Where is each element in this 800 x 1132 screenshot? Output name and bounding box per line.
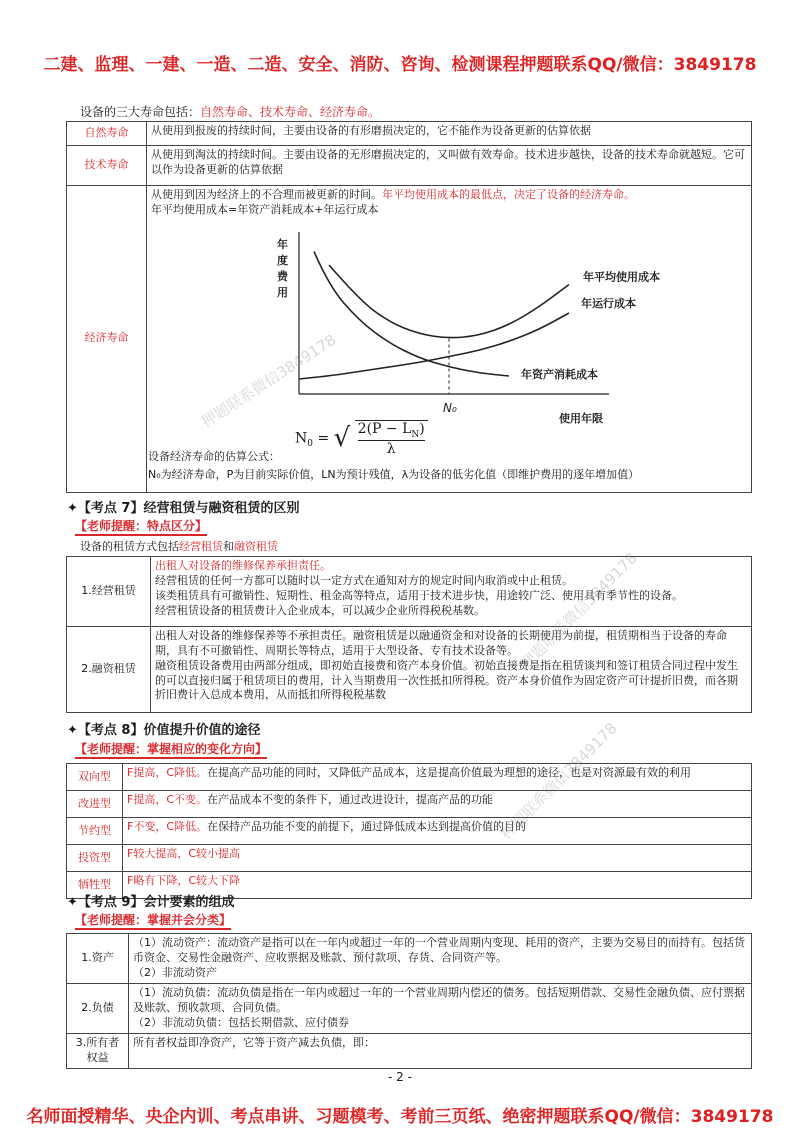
section7-sub-and: 和 <box>223 540 234 553</box>
value-lead: F略有下降，C较大下降 <box>127 874 241 887</box>
series-label: 年平均使用成本 <box>583 270 660 284</box>
section8-tip-text: 【老师提醒：掌握相应的变化方向】 <box>75 742 267 759</box>
formula-fraction <box>355 420 428 457</box>
value-type: 牺牲型 <box>67 872 123 899</box>
tech-life-desc: 从使用到淘汰的持续时间。主要由设备的无形磨损决定的，又叫做有效寿命。技术进步越快，设备的技术寿命就越短。它可以作为设备更新的估算依据 <box>147 146 752 186</box>
section7-tip <box>75 517 207 534</box>
y-axis-label: 费 <box>277 269 288 283</box>
assets-line2: （2）非流动资产 <box>133 965 217 979</box>
intro-prefix: 设备的三大寿命包括： <box>80 105 201 119</box>
finance-lease-desc <box>151 627 752 713</box>
section8-heading: ✦【考点 8】价值提升价值的途径 <box>67 723 261 738</box>
econ-life-chart <box>159 224 759 424</box>
optimum-x-marker: N₀ <box>443 400 457 415</box>
formula-num-end: ) <box>419 421 425 437</box>
econ-life-line2: 年平均使用成本=年资产消耗成本+年运行成本 <box>151 202 379 216</box>
formula-num-text: 2(P − L <box>357 421 412 437</box>
lease-table <box>66 556 752 713</box>
series-label: 年资产消耗成本 <box>521 367 598 381</box>
natural-life-desc: 从使用到报废的持续时间，主要由设备的有形磨损决定的，它不能作为设备更新的估算依据 <box>147 122 752 146</box>
section9-tip <box>75 911 231 928</box>
value-detail: 在产品成本不变的条件下，通过改进设计，提高产品的功能 <box>207 793 494 806</box>
series-label: 年运行成本 <box>581 296 636 310</box>
value-lead: F提高，C不变。 <box>127 793 208 806</box>
section7-sub-b: 融资租赁 <box>234 540 278 553</box>
formula-lhs-sub: 0 <box>307 439 313 450</box>
value-type: 双向型 <box>67 764 123 791</box>
value-desc <box>123 845 752 872</box>
natural-life-label: 自然寿命 <box>67 122 147 146</box>
assets-label: 1.资产 <box>67 934 129 984</box>
watermark: 押题联系微信3849178 <box>496 719 621 843</box>
econ-life-line1 <box>151 188 747 203</box>
value-detail: 在保持产品功能不变的前提下，通过降低成本达到提高价值的目的 <box>207 820 527 833</box>
econ-life-label: 经济寿命 <box>67 186 147 493</box>
value-type: 改进型 <box>67 791 123 818</box>
watermark: 押题联系微信3849178 <box>198 330 340 432</box>
formula-num-sub: N <box>411 429 420 440</box>
econ-life-cell <box>147 186 752 493</box>
liabilities-desc <box>129 984 752 1034</box>
econ-life-line1b: 年平均使用成本的最低点，决定了设备的经济寿命。 <box>382 188 635 201</box>
equity-label: 3.所有者权益 <box>67 1034 129 1069</box>
value-detail: 在提高产品功能的同时，又降低产品成本，这是提高价值最为理想的途径，也是对资源最有效的利用 <box>207 766 692 779</box>
operating-lease-line1: 出租人对设备的维修保养承担责任。 <box>155 559 331 572</box>
series-line <box>314 251 509 376</box>
series-line <box>329 265 569 338</box>
section7-tip-text: 【老师提醒：特点区分】 <box>75 519 207 536</box>
tech-life-label: 技术寿命 <box>67 146 147 186</box>
value-desc <box>123 764 752 791</box>
econ-life-line1a: 从使用到因为经济上的不合理而被更新的时间。 <box>151 188 382 201</box>
y-axis-label: 度 <box>277 253 288 267</box>
value-table <box>66 763 752 899</box>
section8-tip <box>75 740 267 757</box>
y-axis-label: 用 <box>277 285 288 299</box>
operating-lease-line2: 经营租赁的任何一方都可以随时以一定方式在通知对方的规定时间内取消或中止租赁。 <box>155 573 573 587</box>
x-axis-label: 使用年限 <box>559 411 603 424</box>
watermark: 押题联系微信3849178 <box>516 549 641 673</box>
value-lead: F较大提高，C较小提高 <box>127 847 241 860</box>
liabilities-label: 2.负债 <box>67 984 129 1034</box>
accounting-table <box>66 933 752 1069</box>
section7-heading: ✦【考点 7】经营租赁与融资租赁的区别 <box>67 501 300 516</box>
section7-sub <box>80 538 278 554</box>
finance-lease-line1: 出租人对设备的维修保养等不承担责任。融资租赁是以融通资金和对设备的长期使用为前提，租赁期相当于设备的寿命期，具有不可撤销性、周期长等特点，适用于大型设备、专有技术设备等。 <box>155 629 727 657</box>
section9-tip-text: 【老师提醒：掌握并会分类】 <box>75 913 231 930</box>
finance-lease-line2: 融资租赁设备费用由两部分组成，即初始直接费和资产本身价值。初始直接费是指在租赁谈判和签订租赁合同过程中发生的可以直接归属于租赁项目的费用，计入当期费用一次性抵扣所得税。资产本身价值作为固定资产可计提折旧费，而各期折旧费计入总成本费用，从而抵扣所得税税基数 <box>155 658 738 702</box>
formula-sqrt: √ <box>333 423 351 454</box>
formula-eq: = <box>317 430 334 447</box>
bottom-banner: 名师面授精华、央企内训、考点串讲、习题模考、考前三页纸、绝密押题联系QQ/微信：3849178 <box>26 1107 774 1127</box>
intro-line <box>80 103 380 120</box>
formula-note: N₀为经济寿命，P为目前实际价值，LN为预计残值，λ为设备的低劣化值（即维护费用的逐年增加值） <box>148 468 640 481</box>
page-number: - 2 - <box>388 1070 412 1084</box>
value-type: 投资型 <box>67 845 123 872</box>
operating-lease-line3: 该类租赁具有可撤销性、短期性、租金高等特点，适用于技术进步快，用途较广泛、使用具有季节性的设备。 <box>155 588 683 602</box>
y-axis-label: 年 <box>277 237 288 251</box>
formula-num <box>358 421 425 441</box>
operating-lease-desc <box>151 557 752 627</box>
top-banner: 二建、监理、一建、一造、二造、安全、消防、咨询、检测课程押题联系QQ/微信：3849178 <box>43 55 757 75</box>
value-lead: F提高，C降低。 <box>127 766 208 779</box>
section7-sub-a: 经营租赁 <box>179 540 223 553</box>
section9-heading: ✦【考点 9】会计要素的组成 <box>67 895 235 910</box>
value-lead: F不变，C降低。 <box>127 820 208 833</box>
liabilities-line2: （2）非流动负债：包括长期借款、应付债券 <box>133 1015 349 1029</box>
intro-items: 自然寿命、技术寿命、经济寿命。 <box>200 105 381 119</box>
formula-caption: 设备经济寿命的估算公式： <box>148 450 280 463</box>
section7-sub-prefix: 设备的租赁方式包括 <box>80 540 179 553</box>
formula-lhs: N <box>295 430 308 447</box>
value-type: 节约型 <box>67 818 123 845</box>
finance-lease-label: 2.融资租赁 <box>67 627 151 713</box>
value-desc <box>123 791 752 818</box>
operating-lease-line4: 经营租赁设备的租赁费计入企业成本，可以减少企业所得税税基数。 <box>155 603 485 617</box>
assets-desc <box>129 934 752 984</box>
value-desc <box>123 818 752 845</box>
assets-line1: （1）流动资产：流动资产是指可以在一年内或超过一年的一个营业周期内变现、耗用的资产，主要为交易目的而持有。包括货币资金、交易性金融资产、应收票据及账款、预付款项、存货、合同资产等。 <box>133 936 745 964</box>
equity-desc: 所有者权益即净资产，它等于资产减去负债，即： <box>129 1034 752 1069</box>
operating-lease-label: 1.经营租赁 <box>67 557 151 627</box>
formula-den: λ <box>386 440 396 457</box>
formula <box>295 420 428 457</box>
liabilities-line1: （1）流动负债：流动负债是指在一年内或超过一年的一个营业周期内偿还的债务。包括短期借款、交易性金融负债、应付票据及账款、预收款项、合同负债。 <box>133 986 745 1014</box>
